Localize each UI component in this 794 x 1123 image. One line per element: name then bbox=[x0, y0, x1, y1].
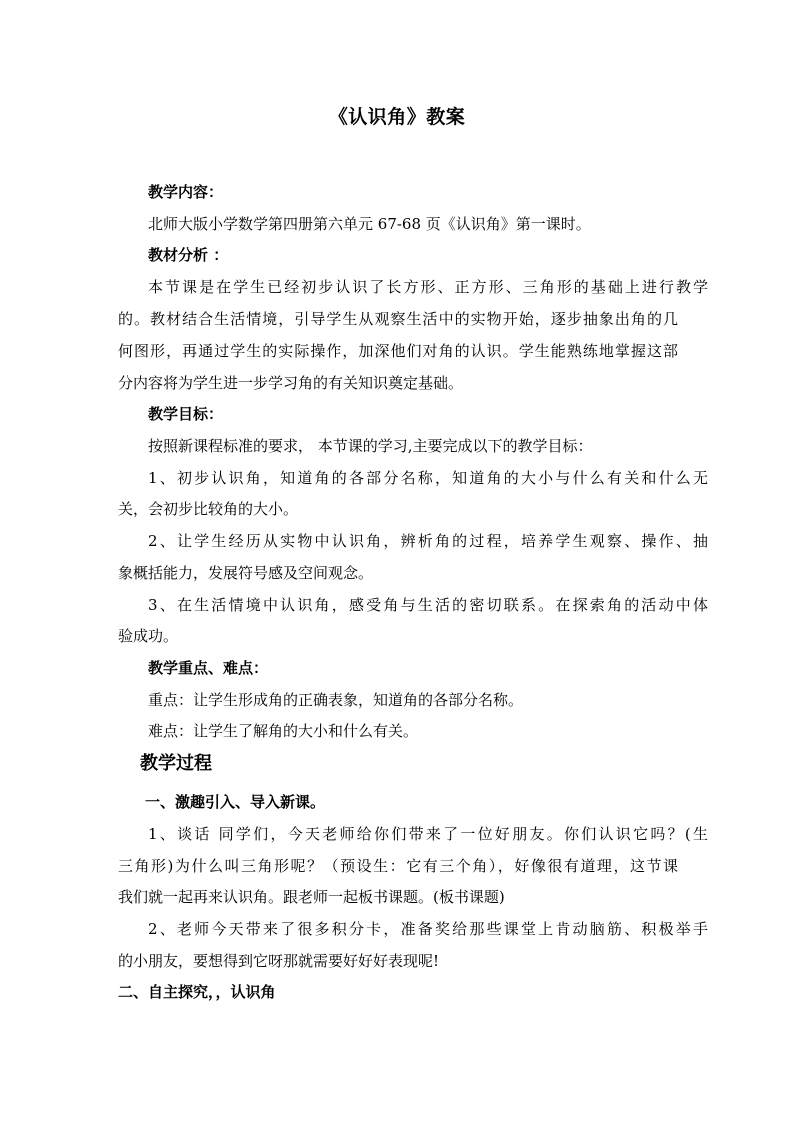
part1-paragraph-line: 2、老师今天带来了很多积分卡，准备奖给那些课堂上肯动脑筋、积极举手 bbox=[148, 920, 708, 938]
content-label: 教学内容： bbox=[148, 183, 224, 201]
analysis-line: 何图形，再通过学生的实际操作，加深他们对角的认识。学生能熟练地掌握这部 bbox=[118, 342, 678, 360]
analysis-line: 的。教材结合生活情境，引导学生从观察生活中的实物开始，逐步抽象出角的几 bbox=[118, 310, 678, 328]
difficulty-text: 难点：让学生了解角的大小和什么有关。 bbox=[148, 722, 419, 740]
part1-paragraph-line: 我们就一起再来认识角。跟老师一起板书课题。(板书课题) bbox=[118, 888, 505, 906]
document-title: 《认识角》教案 bbox=[328, 106, 466, 128]
analysis-label: 教材分析 ： bbox=[148, 246, 229, 264]
goals-intro: 按照新课程标准的要求， 本节课的学习,主要完成以下的教学目标： bbox=[148, 437, 593, 455]
goal-item-line: 关，会初步比较角的大小。 bbox=[118, 500, 299, 518]
part1-paragraph-line: 的小朋友，要想得到它呀那就需要好好好表现呢! bbox=[118, 952, 440, 970]
goal-item-line: 1、初步认识角，知道角的各部分名称，知道角的大小与什么有关和什么无 bbox=[148, 469, 708, 487]
analysis-line: 本节课是在学生已经初步认识了长方形、正方形、三角形的基础上进行教学 bbox=[148, 278, 708, 296]
focus-text: 重点：让学生形成角的正确表象，知道角的各部分名称。 bbox=[148, 691, 524, 709]
goals-label: 教学目标： bbox=[148, 405, 224, 423]
goal-item-line: 验成功。 bbox=[118, 627, 179, 645]
part1-heading: 一、激趣引入、导入新课。 bbox=[145, 793, 326, 811]
content-text: 北师大版小学数学第四册第六单元 67-68 页《认识角》第一课时。 bbox=[148, 215, 591, 233]
part2-heading: 二、自主探究，，认识角 bbox=[118, 983, 276, 1001]
analysis-line: 分内容将为学生进一步学习角的有关知识奠定基础。 bbox=[118, 374, 464, 392]
goal-item-line: 2、让学生经历从实物中认识角，辨析角的过程，培养学生观察、操作、抽 bbox=[148, 532, 708, 550]
keypoints-label: 教学重点、难点： bbox=[148, 659, 269, 677]
process-heading: 教学过程 bbox=[140, 753, 212, 774]
goal-item-line: 3、在生活情境中认识角，感受角与生活的密切联系。在探索角的活动中体 bbox=[148, 596, 708, 614]
part1-paragraph-line: 三角形)为什么叫三角形呢？（预设生：它有三个角），好像很有道理，这节课 bbox=[118, 857, 678, 875]
part1-paragraph-line: 1、谈话 同学们，今天老师给你们带来了一位好朋友。你们认识它吗？(生 bbox=[148, 825, 708, 843]
goal-item-line: 象概括能力，发展符号感及空间观念。 bbox=[118, 564, 374, 582]
